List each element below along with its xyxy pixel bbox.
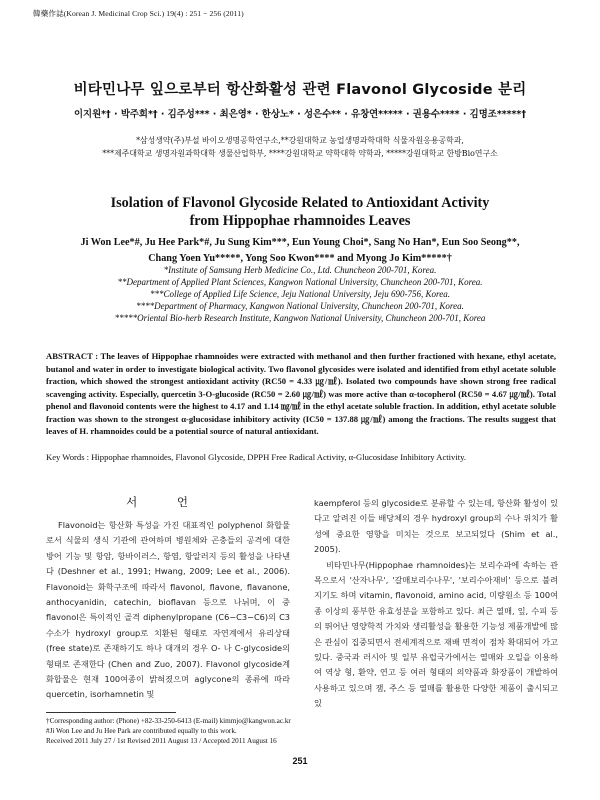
body-paragraph: Flavonoid는 항산화 특성을 가진 대표적인 polyphenol 화합물로서 식물의 생식 기관에 관여하며 병원체와 곤충들의 공격에 대한 방어 기능 및 항암, 항바이러스, 항염, 항알러지 등의 활성을 나타낸다 (Deshner et al., 1991; Hwang, 2009; Lee et al., 2006). Flavonoid는 화학구조에 따라서 flavonol, flavone, flavanone, anthocyanidin, catechin, bioflavan 등으로 나뉘며, 이 중 flavonol은 특이적인 골격 diphenylpropane (C6−C3−C6)의 C3 수소가 hydroxyl group로 치환된 형태로 자연계에서 유리상태 (free state)로 존재하기도 하나 대개의 경우 O- 나 C-glycoside의 형태로 존재한다 (Chen and Zuo, 2007). Flavonol glycoside계 화합물은 현재 100여종이 밝혀졌으며 aglycone의 종류에 따라 quercetin, isorhamnetin 및 xyxy=(46,520,290,700)
korean-authors: 이지원*† · 박주희*† · 김주성*** · 최은영* · 한상노* · 성은수** · 유창연***** · 권용수**** · 김명조*****† xyxy=(73,109,527,120)
english-title-line: Isolation of Flavonol Glycoside Related to Antioxidant Activity xyxy=(110,195,490,211)
body-paragraph: 비타민나무(Hippophae rhamnoides)는 보리수과에 속하는 관목으로서 '산자나무', '갈매보리수나무', '보리수아재비' 등으로 불려지기도 하며 vitamin, flavonoid, amino acid, 미량원소 등 100여 종 이상의 풍부한 유효성분을 포함하고 있다. 최근 열매, 잎, 수피 등의 뛰어난 영양학적 가치와 생리활성을 활용한 기능성 제품개발에 많은 관심이 집중되면서 전세계적으로 재배 면적이 점차 확대되어 가고 있다. 중국과 러시아 및 일부 유럽국가에서는 열매와 오일을 이용하여 역상 형, 환약, 연고 등 여러 형태의 의약품과 화장품이 개발하여 사용하고 있으며 잼, 주스 등 열매를 활용한 다양한 제품이 출시되고 있 xyxy=(314,559,558,709)
footnote-corresponding: †Corresponding author: (Phone) +82-33-250-6413 (E-mail) kimmjo@kangwon.ac.kr xyxy=(46,717,291,725)
english-affiliation-line: *****Oriental Bio-herb Research Institute, Kangwon National University, Chuncheon 200-701, Korea xyxy=(114,313,486,323)
footnote-divider xyxy=(46,712,176,713)
korean-affiliation-line: *삼성생약(주)부설 바이오생명공학연구소,**강원대학교 농업생명과학대학 식물자원응용공학과, xyxy=(136,136,464,145)
abstract: ABSTRACT : The leaves of Hippophae rhamnoides were extracted with methanol and then further fractioned with hexane, ethyl acetate, butanol and water in order to investigate biological activity. Two flavonol glycosides were isolated and identified from ethyl acetate soluble fraction, which showed the strongest antioxidant activity (RC50 = 4.33 ㎍/㎖). Isolated two compounds have shown strong free radical scavenging activity. Especially, quercetin 3-O-glucoside (RC50 = 2.60 ㎍/㎖) was more active than α-tocopherol (RC50 = 4.67 ㎍/㎖). Total phenol and flavonoid contents were the highest to 4.17 and 1.14 ㎎/㎖ in the ethyl acetate soluble fraction. In addition, ethyl acetate soluble fraction was shown to the strongest α-glucosidase inhibitory activity (IC50 = 137.88 ㎍/㎖) among the fractions. The results suggest that leaves of H. rhamnoides could be a potential source of natural antioxidant. xyxy=(46,351,556,436)
korean-affiliation-line: ***제주대학교 생명자원과학대학 생물산업학부, ****강원대학교 약학대학 약학과, *****강원대학교 한방Bio연구소 xyxy=(102,149,498,158)
keywords: Key Words : Hippophae rhamnoides, Flavonol Glycoside, DPPH Free Radical Activity, α-Glucosidase Inhibitory Activity. xyxy=(46,452,466,462)
english-title-line: from Hippophae rhamnoides Leaves xyxy=(189,213,411,229)
english-authors-line: Chang Yoen Yu*****, Yong Soo Kwon**** and Myong Jo Kim*****† xyxy=(148,253,452,264)
english-authors xyxy=(20,235,580,267)
body-paragraph: kaempferol 등의 glycoside로 분류할 수 있는데, 항산화 활성이 있다고 알려진 이들 배당체의 경우 hydroxyl group의 수나 위치가 활성에 중요한 영향을 미치는 것으로 보고되었다 (Shim et al., 2005). xyxy=(314,498,558,555)
section-heading: 서 언 xyxy=(126,495,206,509)
journal-header: 韓藥作誌(Korean J. Medicinal Crop Sci.) 19(4) : 251 − 256 (2011) xyxy=(33,9,244,18)
english-title xyxy=(0,194,600,230)
body-right-column xyxy=(314,496,558,712)
english-affiliation-line: ***College of Applied Life Science, Jeju National University, Jeju 690-756, Korea. xyxy=(150,289,450,299)
footnote-equal-contribution: #Ji Won Lee and Ju Hee Park are contributed equally to this work. xyxy=(46,727,237,735)
english-affiliation-line: **Department of Applied Plant Sciences, Kangwon National University, Chuncheon 200-701, Korea. xyxy=(117,277,483,287)
footnote-received: Received 2011 July 27 / 1st Revised 2011 August 13 / Accepted 2011 August 16 xyxy=(46,737,277,745)
english-authors-line: Ji Won Lee*#, Ju Hee Park*#, Ju Sung Kim***, Eun Young Choi*, Sang No Han*, Eun Soo Seong**, xyxy=(80,237,520,248)
page-number: 251 xyxy=(292,756,308,766)
korean-title: 비타민나무 잎으로부터 항산화활성 관련 Flavonol Glycoside 분리 xyxy=(73,82,527,98)
english-affiliation-line: ****Department of Pharmacy, Kangwon National University, Chuncheon 200-701, Korea. xyxy=(136,301,464,311)
english-affiliation-line: *Institute of Samsung Herb Medicine Co., Ltd. Chuncheon 200-701, Korea. xyxy=(163,265,437,275)
body-left-column xyxy=(46,518,290,703)
